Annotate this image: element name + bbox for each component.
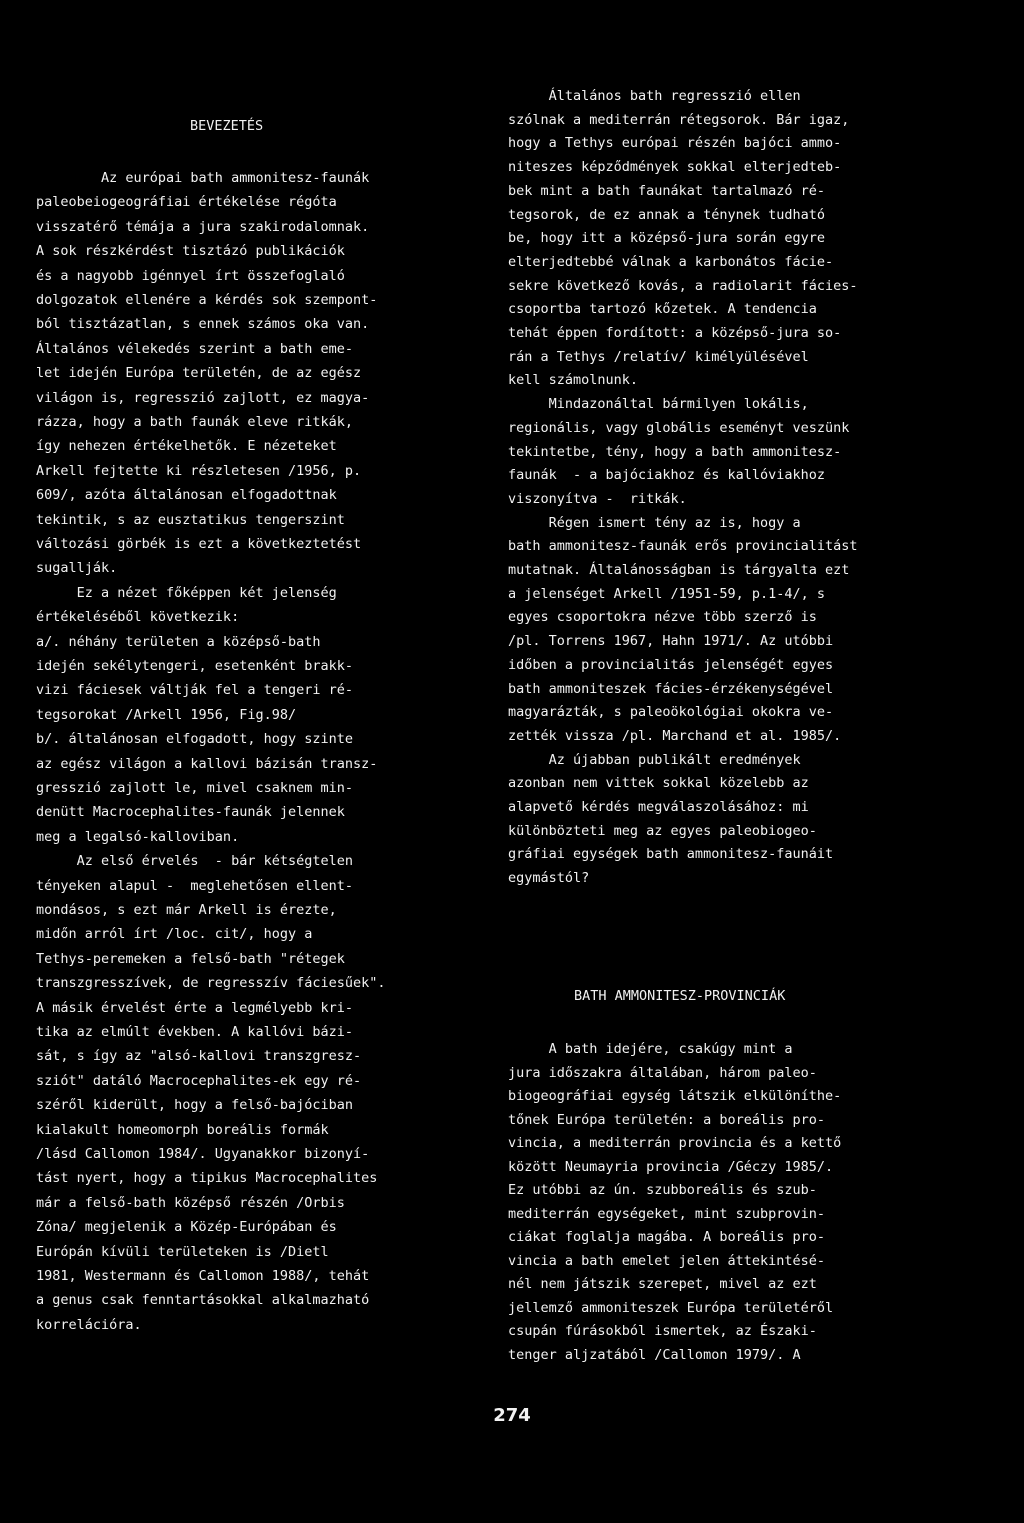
text-line: idején sekélytengeri, esetenként brakk-: [36, 658, 353, 674]
section-heading-bath-provinciak: BATH AMMONITESZ-PROVINCIÁK: [574, 988, 786, 1004]
text-line: Régen ismert tény az is, hogy a: [508, 514, 801, 531]
text-line: sát, s így az "alsó-kallovi transzgresz-: [36, 1048, 362, 1065]
text-line: a jelenséget Arkell /1951-59, p.1-4/, s: [508, 585, 825, 602]
text-line: A sok részkérdést tisztázó publikációk: [36, 243, 345, 260]
text-line: faunák - a bajóciakhoz és kallóviakhoz: [508, 467, 825, 484]
text-line: Az európai bath ammonitesz-faunák: [36, 170, 370, 186]
text-line: mediterrán egységeket, mint szubprovin-: [508, 1205, 825, 1222]
text-line: tást nyert, hogy a tipikus Macrocephalites: [36, 1170, 378, 1187]
text-line: viszonyítva - ritkák.: [508, 490, 687, 507]
text-line: Arkell fejtette ki részletesen /1956, p.: [36, 462, 362, 479]
text-line: szólnak a mediterrán rétegsorok. Bár igaz,: [508, 111, 850, 128]
text-line: az egész világon a kallovi bázisán transz-: [36, 755, 378, 772]
text-line: tegsorokat /Arkell 1956, Fig.98/: [36, 706, 297, 723]
text-line: tegsorok, de ez annak a ténynek tudható: [508, 206, 825, 223]
text-line: rán a Tethys /relatív/ kimélyülésével: [508, 348, 809, 365]
text-line: a/. néhány területen a középső-bath: [36, 633, 321, 650]
text-line: magyarázták, s paleoökológiai okokra ve-: [508, 704, 834, 721]
text-line: niteszes képződmények sokkal elterjedteb-: [508, 159, 842, 176]
text-line: A másik érvelést érte a legmélyebb kri-: [36, 999, 353, 1016]
text-line: regionális, vagy globális eseményt veszünk: [508, 419, 850, 436]
text-line: zették vissza /pl. Marchand et al. 1985/.: [508, 727, 842, 744]
text-line: midőn arról írt /loc. cit/, hogy a: [36, 926, 313, 943]
text-line: vizi fáciesek váltják fel a tengeri ré-: [36, 682, 353, 699]
text-line: tika az elmúlt években. A kallóvi bázi-: [36, 1024, 353, 1040]
text-line: /pl. Torrens 1967, Hahn 1971/. Az utóbbi: [508, 633, 834, 650]
text-line: Az első érvelés - bár kétségtelen: [36, 853, 353, 870]
text-line: elterjedtebbé válnak a karbonátos fácie-: [508, 253, 834, 270]
text-line: így nehezen értékelhetők. E nézeteket: [36, 438, 337, 455]
text-line: között Neumayria provincia /Géczy 1985/.: [508, 1158, 834, 1175]
text-line: Európán kívüli területeken is /Dietl: [36, 1243, 329, 1260]
text-line: hogy a Tethys európai részén bajóci ammo-: [508, 135, 842, 152]
text-line: visszatérő témája a jura szakirodalomnak.: [36, 218, 370, 235]
text-line: sugallják.: [36, 560, 118, 577]
text-line: tehát éppen fordított: a középső-jura so-: [508, 325, 842, 341]
text-line: mutatnak. Általánosságban is tárgyalta ezt: [508, 562, 850, 578]
text-line: tekintik, s az eusztatikus tengerszint: [36, 511, 345, 528]
text-line: és a nagyobb igénnyel írt összefoglaló: [36, 267, 345, 284]
text-line: bek mint a bath faunákat tartalmazó ré-: [508, 182, 825, 199]
text-line: egymástól?: [508, 870, 590, 887]
text-line: értékeléséből következik:: [36, 609, 240, 626]
page-number: 274: [493, 1405, 531, 1426]
text-line: már a felső-bath középső részén /Orbis: [36, 1194, 345, 1211]
text-line: vincia a bath emelet jelen áttekintésé-: [508, 1252, 825, 1269]
text-line: Tethys-peremeken a felső-bath "rétegek: [36, 950, 345, 967]
text-line: Mindazonáltal bármilyen lokális,: [508, 396, 809, 413]
text-line: gresszió zajlott le, mivel csaknem min-: [36, 780, 353, 796]
text-line: a genus csak fenntartásokkal alkalmazható: [36, 1292, 370, 1309]
text-line: Az újabban publikált eredmények: [508, 751, 801, 768]
text-line: tényeken alapul - meglehetősen ellent-: [36, 877, 353, 894]
text-line: világon is, regresszió zajlott, ez magya-: [36, 389, 370, 406]
text-line: let idején Európa területén, de az egész: [36, 365, 362, 382]
text-line: vincia, a mediterrán provincia és a kettő: [508, 1135, 842, 1151]
text-line: széről kiderült, hogy a felső-bajóciban: [36, 1097, 353, 1114]
text-line: paleobeiogeográfiai értékelése régóta: [36, 194, 337, 211]
text-line: különbözteti meg az egyes paleobiogeo-: [508, 822, 817, 839]
text-line: b/. általánosan elfogadott, hogy szinte: [36, 731, 353, 748]
text-line: tőnek Európa területén: a boreális pro-: [508, 1111, 825, 1128]
text-line: kell számolnunk.: [508, 372, 639, 389]
text-line: transzgresszívek, de regresszív fáciesűek".: [36, 975, 386, 992]
text-line: meg a legalsó-kalloviban.: [36, 828, 240, 845]
text-line: tenger aljzatából /Callomon 1979/. A: [508, 1346, 801, 1363]
text-line: jura időszakra általában, három paleo-: [508, 1064, 817, 1081]
text-line: rázza, hogy a bath faunák eleve ritkák,: [36, 414, 353, 430]
text-line: alapvető kérdés megválaszolásához: mi: [508, 799, 809, 815]
text-line: sziót" datáló Macrocephalites-ek egy ré-: [36, 1072, 362, 1089]
text-line: ciákat foglalja magába. A boreális pro-: [508, 1229, 825, 1245]
text-line: csoportba tartozó kőzetek. A tendencia: [508, 301, 817, 318]
text-line: tekintetbe, tény, hogy a bath ammonitesz-: [508, 443, 842, 460]
text-line: időben a provincialitás jelenségét egyes: [508, 656, 834, 673]
text-line: denütt Macrocephalites-faunák jelennek: [36, 804, 345, 821]
text-line: ból tisztázatlan, s ennek számos oka van.: [36, 316, 370, 333]
text-line: Ez utóbbi az ún. szubboreális és szub-: [508, 1182, 817, 1198]
text-line: /lásd Callomon 1984/. Ugyanakkor bizonyí-: [36, 1146, 370, 1162]
section-heading-bevezetes: BEVEZETÉS: [190, 118, 264, 134]
text-line: Általános vélekedés szerint a bath eme-: [36, 340, 353, 357]
text-line: változási görbék is ezt a következtetést: [36, 536, 362, 552]
text-line: egyes csoportokra nézve több szerző is: [508, 609, 817, 626]
text-line: biogeográfiai egység látszik elkülöníthe-: [508, 1088, 842, 1104]
text-line: 609/, azóta általánosan elfogadottnak: [36, 487, 337, 504]
text-line: 1981, Westermann és Callomon 1988/, tehát: [36, 1268, 370, 1284]
text-line: gráfiai egységek bath ammonitesz-faunáit: [508, 846, 834, 863]
text-line: nél nem játszik szerepet, mivel az ezt: [508, 1276, 817, 1292]
text-line: korrelációra.: [36, 1316, 142, 1333]
text-line: mondásos, s ezt már Arkell is érezte,: [36, 902, 337, 918]
text-line: jellemző ammoniteszek Európa területéről: [508, 1299, 834, 1316]
text-line: be, hogy itt a középső-jura során egyre: [508, 230, 825, 247]
text-line: Zóna/ megjelenik a Közép-Európában és: [36, 1219, 337, 1236]
text-line: Általános bath regresszió ellen: [508, 88, 801, 104]
text-line: Ez a nézet főképpen két jelenség: [36, 584, 337, 601]
text-line: bath ammoniteszek fácies-érzékenységével: [508, 680, 834, 697]
text-line: sekre következő kovás, a radiolarit fácies-: [508, 277, 858, 294]
text-line: bath ammonitesz-faunák erős provincialitást: [508, 538, 858, 555]
text-line: kialakult homeomorph boreális formák: [36, 1121, 329, 1138]
text-line: azonban nem vittek sokkal közelebb az: [508, 775, 809, 792]
text-line: A bath idejére, csakúgy mint a: [508, 1041, 793, 1057]
text-line: dolgozatok ellenére a kérdés sok szempont-: [36, 292, 378, 308]
text-line: csupán fúrásokból ismertek, az Északi-: [508, 1323, 817, 1339]
